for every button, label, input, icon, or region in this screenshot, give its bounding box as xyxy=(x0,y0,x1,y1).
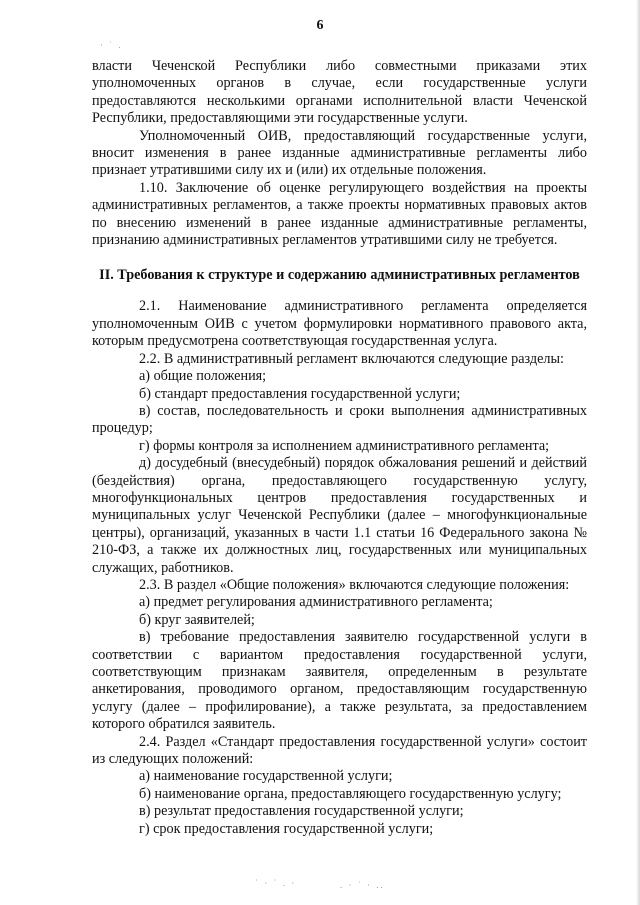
scan-speck: ˙ · ˙ . · xyxy=(255,878,297,888)
page-number: 6 xyxy=(316,18,324,33)
list-item: г) формы контроля за исполнением административного регламента; xyxy=(139,437,550,454)
list-item: а) предмет регулирования административного регламента; xyxy=(139,594,493,611)
paragraph: 2.3. В раздел «Общие положения» включаются следующие положения: xyxy=(139,576,570,593)
list-item: в) состав, последовательность и сроки выполнения административных процедур; xyxy=(92,402,587,437)
list-item: д) досудебный (внесудебный) порядок обжалования решений и действий (бездействия) органа, предоставляющего государственную услугу, многофункциональных центров предоставления государственных и муниципальных услуг Чеченской Республики (далее – многофункциональные центры), организаций, указанных в части 1.1 статьи 16 Федерального закона № 210-ФЗ, а также их должностных лиц, государственных или муниципальных служащих, работников. xyxy=(92,455,587,576)
paragraph: 2.1. Наименование административного регламента определяется уполномоченным ОИВ с учетом формулировки нормативного правового акта, которым предусмотрена соответствующая государственная услуга. xyxy=(92,298,587,350)
paragraph: Уполномоченный ОИВ, предоставляющий государственные услуги, вносит изменения в ранее изданные административные регламенты либо признает утратившими силу их и (или) их отдельные положения. xyxy=(92,127,587,179)
scan-speck: · ˙ . xyxy=(100,40,123,50)
scan-speck: . · ˙ · .. xyxy=(340,880,385,890)
list-item: а) общие положения; xyxy=(139,368,267,385)
paragraph: 2.4. Раздел «Стандарт предоставления государственной услуги» состоит из следующих положений: xyxy=(92,733,587,768)
list-item: б) круг заявителей; xyxy=(139,611,255,628)
list-item: б) стандарт предоставления государственной услуги; xyxy=(139,385,461,402)
list-item: а) наименование государственной услуги; xyxy=(139,768,393,785)
paragraph: 2.2. В административный регламент включаются следующие разделы: xyxy=(139,350,564,367)
list-item: б) наименование органа, предоставляющего государственную услугу; xyxy=(139,785,562,802)
paragraph: 1.10. Заключение об оценке регулирующего воздействия на проекты административных регламентов, а также проекты нормативных правовых актов по внесению изменений в ранее изданные административные регламенты, признанию административных регламентов утратившими силу не требуется. xyxy=(92,179,587,249)
list-item: в) результат предоставления государственной услуги; xyxy=(139,803,464,820)
paragraph: власти Чеченской Республики либо совместными приказами этих уполномоченных органов в случае, если государственные услуги предоставляются несколькими органами исполнительной власти Чеченской Республики, предоставляющими эти государственные услуги. xyxy=(92,58,587,127)
document-body xyxy=(92,58,587,838)
scan-edge-shadow xyxy=(636,0,640,905)
list-item: г) срок предоставления государственной услуги; xyxy=(139,820,434,837)
section-heading: II. Требования к структуре и содержанию административных регламентов xyxy=(99,267,580,284)
list-item: в) требование предоставления заявителю государственной услуги в соответствии с вариантом предоставления государственной услуги, соответствующим признакам заявителя, определенным в результате анкетирования, проводимого органом, предоставляющим государственную услугу (далее – профилирование), а также результата, за предоставлением которого обратился заявитель. xyxy=(92,629,587,733)
